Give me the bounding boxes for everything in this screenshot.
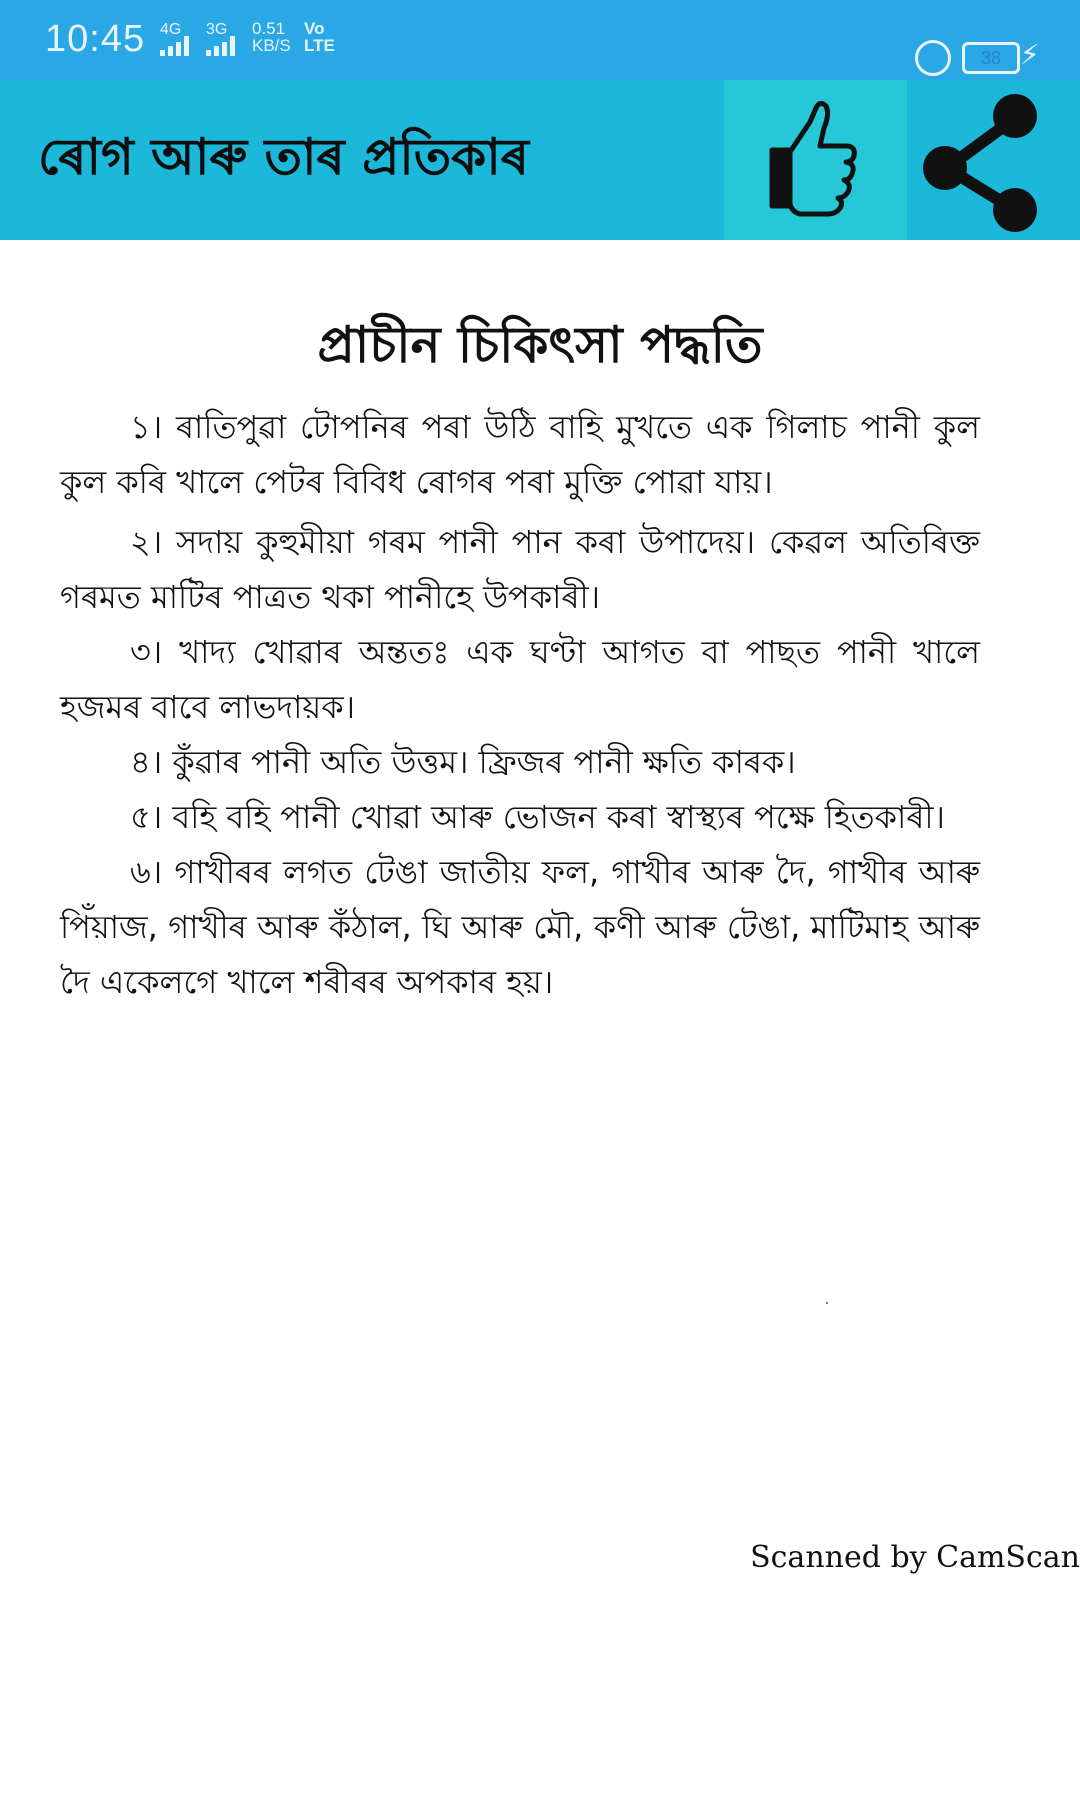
rotation-lock-icon: [915, 40, 951, 76]
share-button[interactable]: [907, 80, 1080, 240]
app-title: ৰোগ আৰু তাৰ প্ৰতিকাৰ: [38, 128, 529, 186]
scan-speck: [826, 1302, 828, 1304]
list-item: ২। সদায় কুহুমীয়া গৰম পানী পান কৰা উপাদেয়। কেৱল অতিৰিক্ত গৰমত মাটিৰ পাত্ৰত থকা পানীহে উপকাৰী।: [60, 523, 980, 616]
volte-line2: LTE: [304, 36, 335, 55]
status-time: 10:45: [45, 18, 146, 60]
battery-icon: 38: [962, 42, 1020, 74]
speed-unit: KB/S: [252, 36, 291, 55]
charging-icon: ⚡: [1020, 38, 1040, 71]
page-heading: প্ৰাচীন চিকিৎসা পদ্ধতি: [317, 316, 763, 374]
list-item: ৩। খাদ্য খোৱাৰ অন্ততঃ এক ঘণ্টা আগত বা পাছত পানী খালে হজমৰ বাবে লাভদায়ক।: [60, 633, 980, 726]
network-type-2: 3G: [206, 21, 228, 38]
list-item: ৪। কুঁৱাৰ পানী অতি উত্তম। ফ্ৰিজৰ পানী ক্ষতি কাৰক।: [130, 743, 796, 781]
signal-icon: [206, 36, 238, 56]
app-bar: [0, 80, 1080, 240]
status-bar: [0, 0, 1080, 80]
signal-icon: [160, 36, 192, 56]
list-item: ৬। গাখীৰৰ লগত টেঙা জাতীয় ফল, গাখীৰ আৰু দৈ, গাখীৰ আৰু পিঁয়াজ, গাখীৰ আৰু কঁঠাল, ঘি আৰু মৌ, কণী আৰু টেঙা, মাটিমাহ আৰু দৈ একেলগে খালে শৰীৰৰ অপকাৰ হয়।: [60, 853, 980, 1001]
list-item: ৫। বহি বহি পানী খোৱা আৰু ভোজন কৰা স্বাস্থ্যৰ পক্ষে হিতকাৰী।: [130, 798, 945, 836]
speed-value: 0.51: [252, 19, 286, 38]
volte-line1: Vo: [304, 19, 325, 38]
like-button[interactable]: [724, 80, 907, 240]
network-speed: [252, 20, 291, 54]
list-item: ১। ৰাতিপুৱা টোপনিৰ পৰা উঠি বাহি মুখতে এক গিলাচ পানী কুল কুল কৰি খালে পেটৰ বিবিধ ৰোগৰ পৰা মুক্তি পোৱা যায়।: [60, 408, 980, 501]
scanned-page: [0, 240, 1080, 1808]
thumbs-up-icon: [724, 80, 907, 240]
scan-watermark: Scanned by CamScan: [750, 1540, 1080, 1575]
share-icon: [907, 80, 1080, 240]
network-type-1: 4G: [160, 21, 182, 38]
volte-indicator: [304, 20, 335, 54]
